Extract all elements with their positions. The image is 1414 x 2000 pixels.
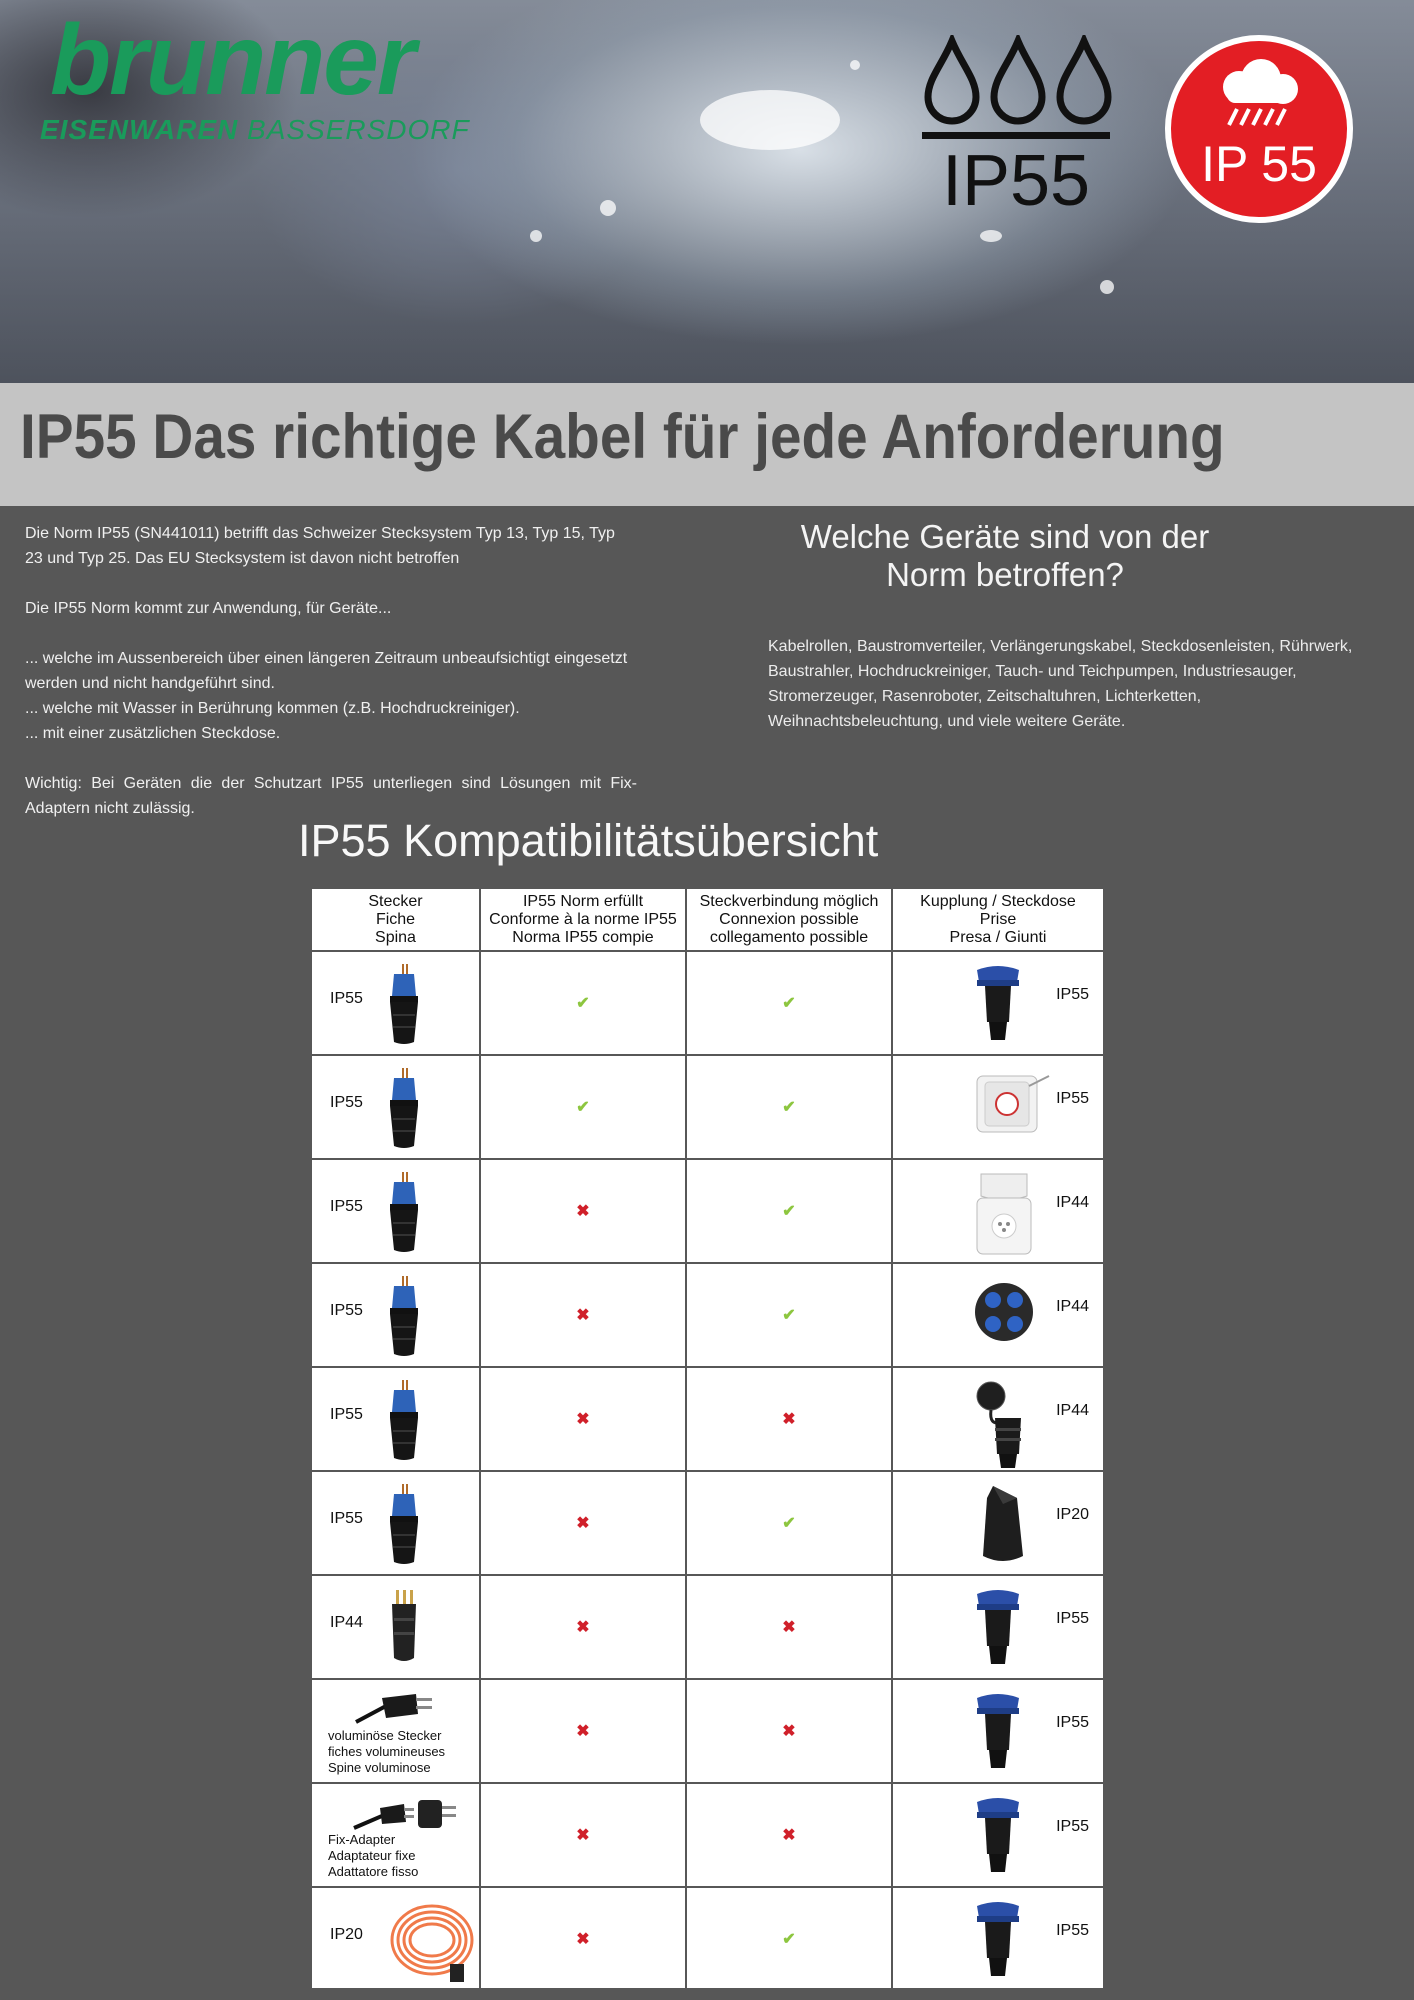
plug-cell <box>311 1367 480 1471</box>
intro-warning: Wichtig: Bei Geräten die der Schutzart IP55 unterliegen sind Lösungen mit Fix-Adaptern nicht zulässig. <box>25 775 637 817</box>
white-flip-socket-icon <box>973 1170 1035 1263</box>
table-row <box>311 1159 1104 1263</box>
table-row <box>311 1887 1104 1991</box>
plug-rating-label: IP55 <box>330 1198 363 1215</box>
plug-description: voluminöse Stecker fiches volumineuses Spine voluminose <box>328 1728 446 1775</box>
plug-cell <box>311 1575 480 1679</box>
table-row <box>311 951 1104 1055</box>
connection-status-cell <box>686 1679 892 1783</box>
black-coupling-with-cap-icon <box>973 1378 1035 1477</box>
socket-rating-label: IP20 <box>1056 1506 1089 1523</box>
table-row <box>311 1783 1104 1887</box>
plug-rating-label: IP55 <box>330 1510 363 1527</box>
page-title: IP55 Das richtige Kabel für jede Anforderung <box>20 402 1225 472</box>
table-header-row <box>311 888 1104 951</box>
plug-description: Fix-Adapter Adaptateur fixe Adattatore fisso <box>328 1832 419 1879</box>
cross-icon: ✖ <box>576 1931 590 1948</box>
plug-rating-label: IP20 <box>330 1926 363 1943</box>
plug-cell <box>311 1679 480 1783</box>
connection-status-cell <box>686 1575 892 1679</box>
connection-status-cell <box>686 1783 892 1887</box>
blue-coupling-icon <box>973 1794 1023 1881</box>
checkmark-icon: ✔ <box>782 1099 796 1116</box>
norm-status-cell <box>480 951 686 1055</box>
table-row <box>311 1263 1104 1367</box>
blue-ip55-plug-icon <box>384 1484 424 1571</box>
socket-rating-label: IP55 <box>1056 1922 1089 1939</box>
ip55-badge-label: IP 55 <box>1201 136 1317 192</box>
cross-icon: ✖ <box>576 1307 590 1324</box>
white-wall-socket-icon <box>973 1066 1053 1141</box>
norm-status-cell <box>480 1367 686 1471</box>
socket-rating-label: IP44 <box>1056 1298 1089 1315</box>
cross-icon: ✖ <box>576 1203 590 1220</box>
socket-cell <box>892 1887 1104 1991</box>
blue-coupling-icon <box>973 962 1023 1049</box>
cross-icon: ✖ <box>576 1515 590 1532</box>
ip55-rain-badge <box>1165 35 1353 223</box>
checkmark-icon: ✔ <box>782 1203 796 1220</box>
plug-cell <box>311 1471 480 1575</box>
checkmark-icon: ✔ <box>576 1099 590 1116</box>
intro-usage-paragraph: Die IP55 Norm kommt zur Anwendung, für Geräte... <box>25 600 392 617</box>
black-coupling-icon <box>973 1482 1029 1573</box>
cross-icon: ✖ <box>576 1411 590 1428</box>
table-title: IP55 Kompatibilitätsübersicht <box>298 815 879 866</box>
table-row <box>311 1575 1104 1679</box>
blue-coupling-icon <box>973 1690 1023 1777</box>
checkmark-icon: ✔ <box>576 995 590 1012</box>
connection-status-cell <box>686 1055 892 1159</box>
checkmark-icon: ✔ <box>782 1307 796 1324</box>
plug-rating-label: IP55 <box>330 1094 363 1111</box>
checkmark-icon: ✔ <box>782 995 796 1012</box>
ip55-drops-label: IP55 <box>941 141 1091 221</box>
cross-icon: ✖ <box>576 1723 590 1740</box>
table-row <box>311 1055 1104 1159</box>
connection-status-cell <box>686 951 892 1055</box>
norm-status-cell <box>480 1055 686 1159</box>
socket-cell <box>892 1783 1104 1887</box>
socket-cell <box>892 1575 1104 1679</box>
socket-cell <box>892 951 1104 1055</box>
cross-icon: ✖ <box>782 1723 796 1740</box>
blue-coupling-icon <box>973 1898 1023 1985</box>
black-ip44-plug-icon <box>384 1588 424 1675</box>
cross-icon: ✖ <box>782 1827 796 1844</box>
connection-status-cell <box>686 1159 892 1263</box>
cross-icon: ✖ <box>782 1619 796 1636</box>
plug-rating-label: IP55 <box>330 1302 363 1319</box>
compatibility-table <box>310 887 1103 1988</box>
connection-status-cell <box>686 1471 892 1575</box>
header-plug: Stecker Fiche Spina <box>311 888 480 951</box>
blue-ip55-plug-icon <box>384 1380 424 1467</box>
orange-cable-icon <box>384 1900 480 1991</box>
socket-cell <box>892 1679 1104 1783</box>
plug-rating-label: IP44 <box>330 1614 363 1631</box>
socket-cell <box>892 1159 1104 1263</box>
intro-text <box>25 521 637 846</box>
header-connection: Steckverbindung möglich Connexion possible collegamento possible <box>686 888 892 951</box>
plug-rating-label: IP55 <box>330 990 363 1007</box>
devices-heading: Welche Geräte sind von der Norm betroffen? <box>800 518 1210 593</box>
socket-rating-label: IP55 <box>1056 986 1089 1003</box>
blue-coupling-icon <box>973 1586 1023 1673</box>
intro-usage-water: ... welche mit Wasser in Berührung kommen (z.B. Hochdruckreiniger). <box>25 700 520 717</box>
round-multi-socket-icon <box>973 1274 1035 1355</box>
norm-status-cell <box>480 1887 686 1991</box>
header-socket: Kupplung / Steckdose Prise Presa / Giunti <box>892 888 1104 951</box>
plug-cell <box>311 1263 480 1367</box>
socket-rating-label: IP44 <box>1056 1402 1089 1419</box>
blue-ip55-plug-icon <box>384 964 424 1051</box>
plug-cell <box>311 951 480 1055</box>
norm-status-cell <box>480 1783 686 1887</box>
socket-cell <box>892 1055 1104 1159</box>
checkmark-icon: ✔ <box>782 1931 796 1948</box>
plug-rating-label: IP55 <box>330 1406 363 1423</box>
socket-rating-label: IP44 <box>1056 1194 1089 1211</box>
cross-icon: ✖ <box>782 1411 796 1428</box>
socket-cell <box>892 1471 1104 1575</box>
rain-cloud-icon <box>1165 35 1353 223</box>
cross-icon: ✖ <box>576 1827 590 1844</box>
plug-cell <box>311 1887 480 1991</box>
plug-cell <box>311 1055 480 1159</box>
socket-rating-label: IP55 <box>1056 1818 1089 1835</box>
connection-status-cell <box>686 1263 892 1367</box>
title-band <box>0 383 1414 506</box>
socket-rating-label: IP55 <box>1056 1090 1089 1107</box>
bulky-plug-icon <box>352 1688 442 1733</box>
norm-status-cell <box>480 1679 686 1783</box>
norm-status-cell <box>480 1575 686 1679</box>
socket-rating-label: IP55 <box>1056 1610 1089 1627</box>
hero-photo <box>0 0 1414 383</box>
blue-ip55-plug-icon <box>384 1276 424 1363</box>
brand-subtitle: EISENWAREN BASSERSDORF <box>40 114 470 145</box>
brand-logo: brunner <box>50 4 414 116</box>
socket-rating-label: IP55 <box>1056 1714 1089 1731</box>
norm-status-cell <box>480 1263 686 1367</box>
plug-cell <box>311 1783 480 1887</box>
table-row <box>311 1471 1104 1575</box>
blue-ip55-plug-icon <box>384 1068 424 1155</box>
socket-cell <box>892 1367 1104 1471</box>
checkmark-icon: ✔ <box>782 1515 796 1532</box>
norm-status-cell <box>480 1159 686 1263</box>
table-row <box>311 1679 1104 1783</box>
connection-status-cell <box>686 1887 892 1991</box>
connection-status-cell <box>686 1367 892 1471</box>
cross-icon: ✖ <box>576 1619 590 1636</box>
devices-list: Kabelrollen, Baustromverteiler, Verlängerungskabel, Steckdosenleisten, Rührwerk, Baustrahler, Hochdruckreiniger, Tauch- und Teichpumpen, Industriesauger, Stromerzeuger, Rasenroboter, Zeitschaltuhren, Lichterketten, Weihnachtsbeleuchtung, und viele weitere Geräte. <box>768 638 1353 730</box>
header-norm: IP55 Norm erfüllt Conforme à la norme IP55 Norma IP55 compie <box>480 888 686 951</box>
intro-usage-socket: ... mit einer zusätzlichen Steckdose. <box>25 725 281 742</box>
blue-ip55-plug-icon <box>384 1172 424 1259</box>
table-row <box>311 1367 1104 1471</box>
plug-cell <box>311 1159 480 1263</box>
norm-status-cell <box>480 1471 686 1575</box>
socket-cell <box>892 1263 1104 1367</box>
three-water-drops-icon <box>920 35 1116 140</box>
intro-norm-paragraph: Die Norm IP55 (SN441011) betrifft das Schweizer Stecksystem Typ 13, Typ 15, Typ 23 und Typ 25. Das EU Stecksystem ist davon nicht betroffen <box>25 525 615 567</box>
intro-usage-outdoor: ... welche im Aussenbereich über einen längeren Zeitraum unbeaufsichtigt eingesetzt werden und nicht handgeführt sind. <box>25 650 628 692</box>
